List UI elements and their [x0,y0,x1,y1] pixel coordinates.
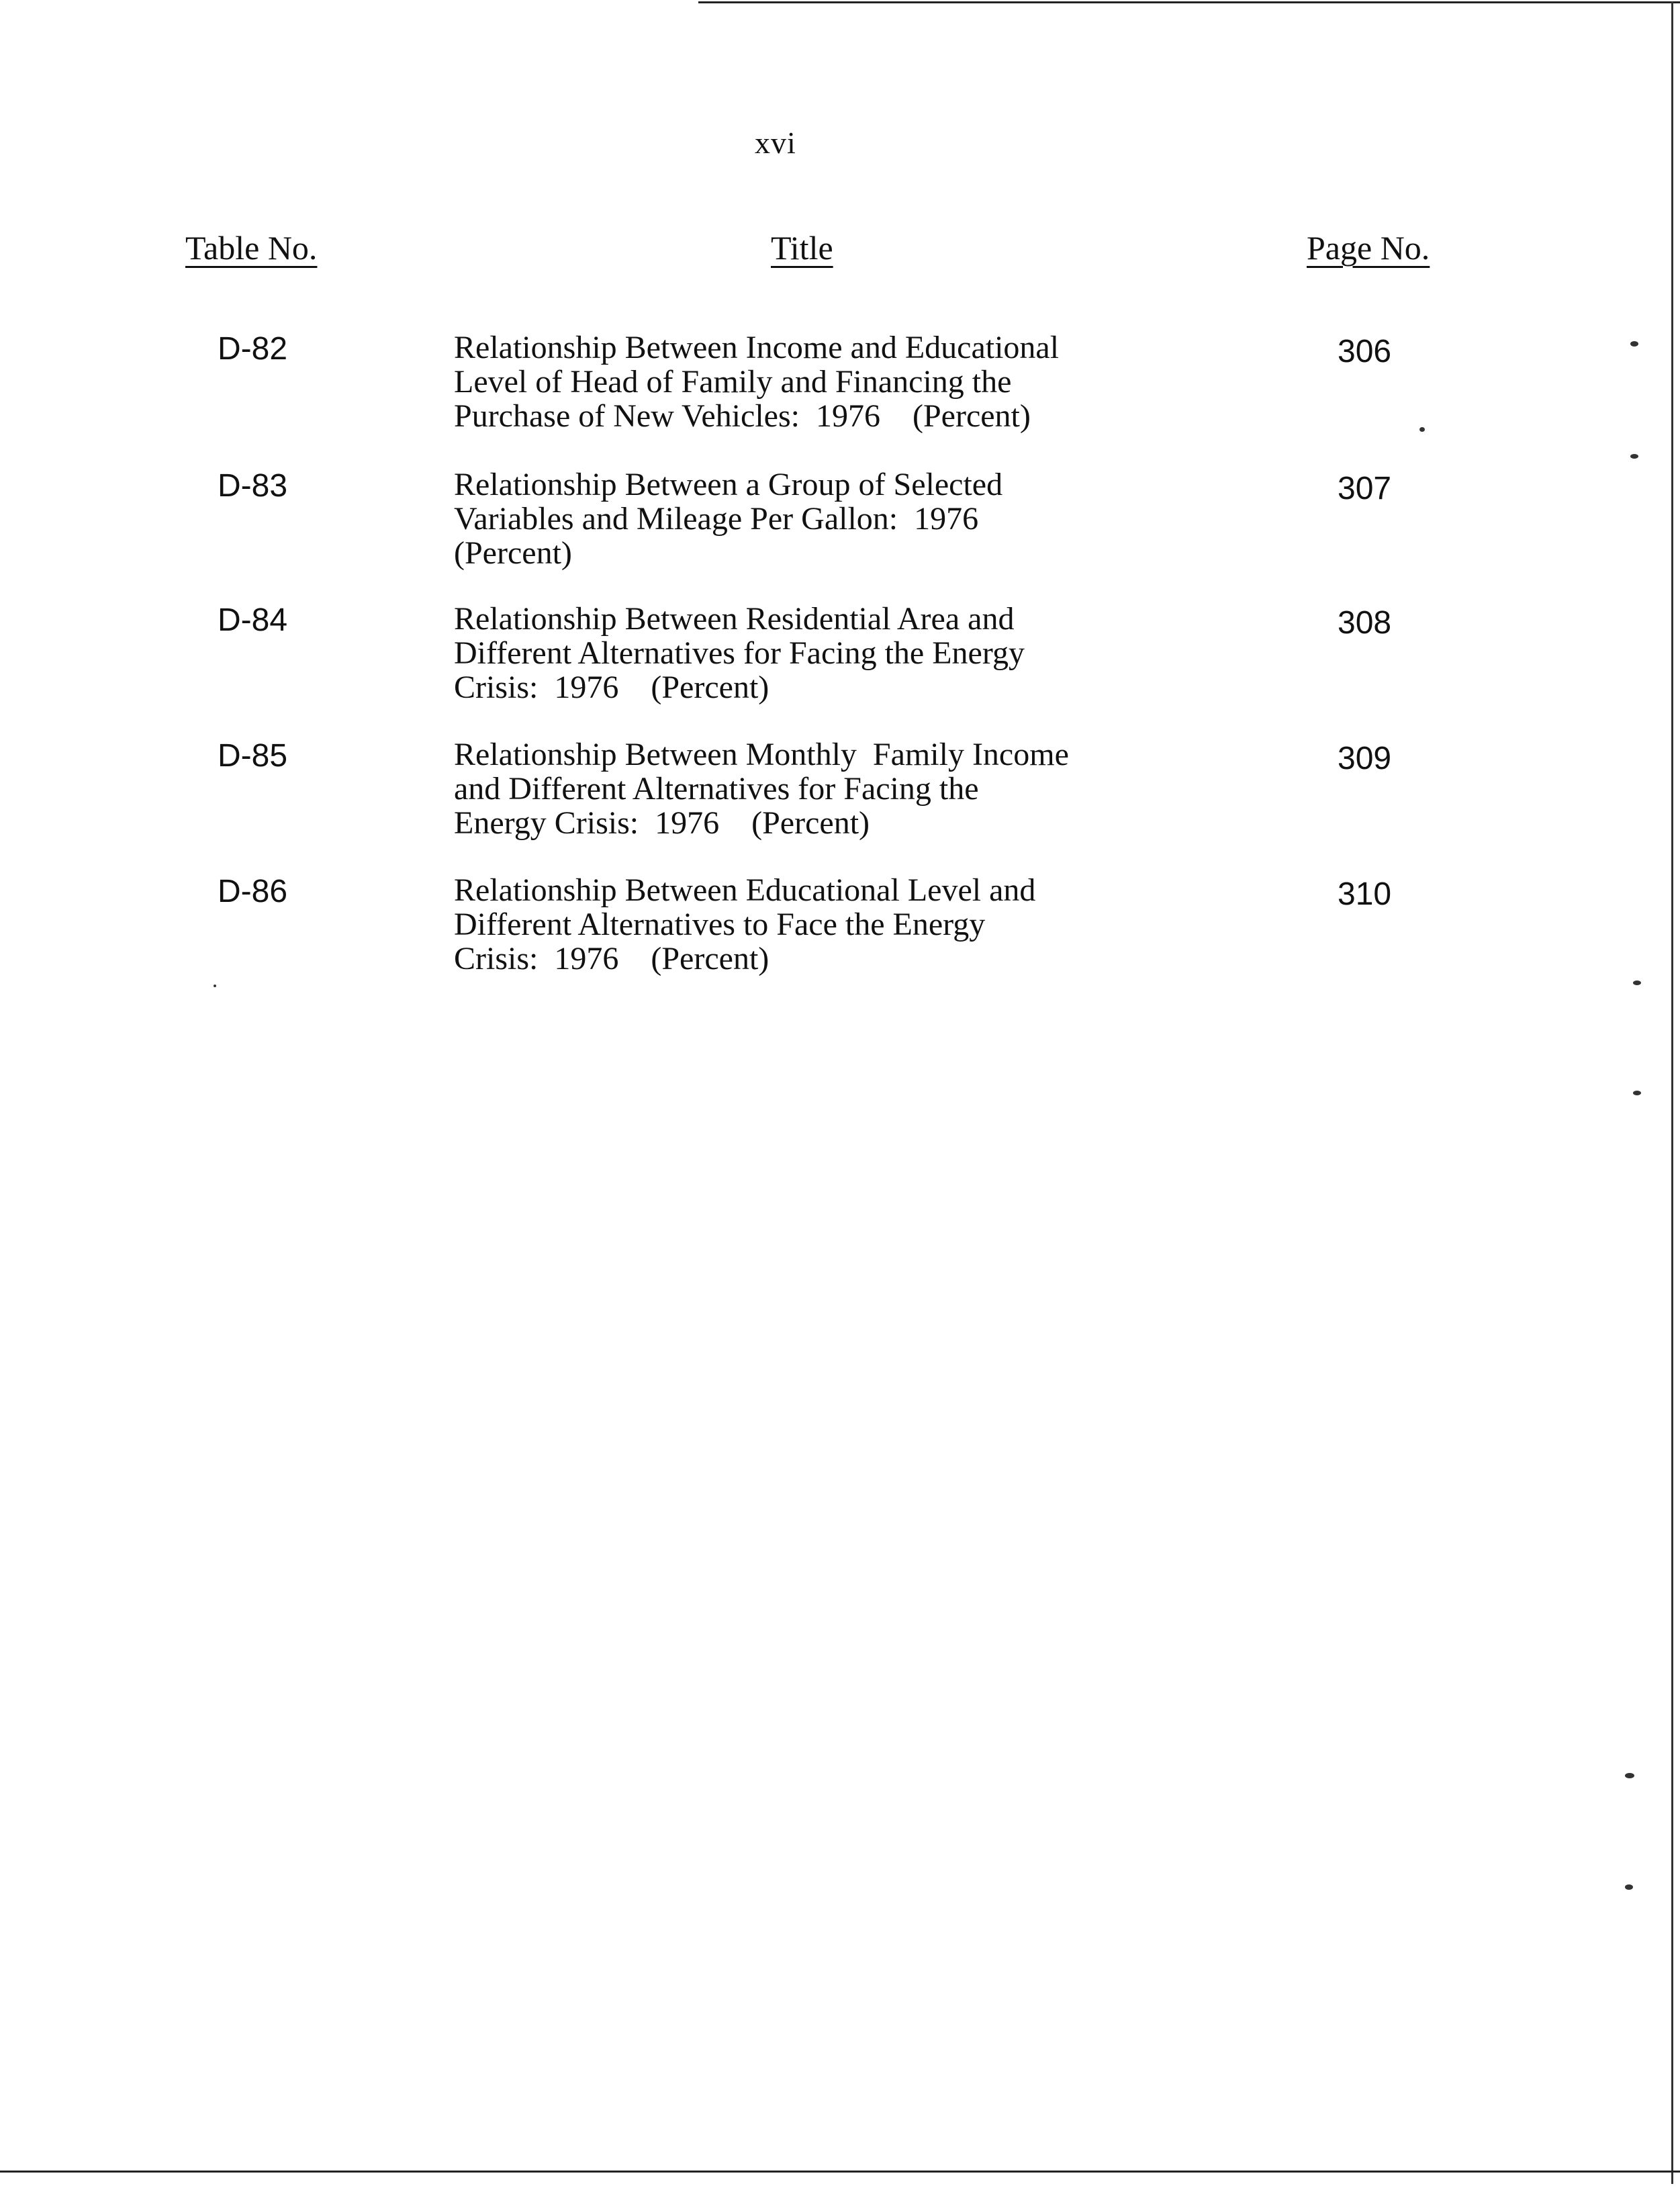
header-page-no: Page No. [1307,229,1430,267]
entry-title-line: (Percent) [454,535,572,571]
scan-speck [1630,341,1638,347]
entry-title-line: and Different Alternatives for Facing the [454,771,979,807]
entry-table-number: D-85 [218,738,288,774]
entry-page-number: 309 [1338,741,1392,776]
entry-title-line: Crisis: 1976 (Percent) [454,670,769,705]
scan-speck [1419,427,1425,432]
entry-title-line: Relationship Between a Group of Selected [454,467,1003,502]
scan-speck [214,985,216,987]
entry-title-line: Different Alternatives to Face the Energy [454,907,986,942]
scan-speck [1625,1773,1634,1778]
entry-title-line: Relationship Between Residential Area and [454,601,1015,637]
header-table-no: Table No. [185,229,318,267]
entry-page-number: 306 [1338,334,1392,369]
entry-title-line: Purchase of New Vehicles: 1976 (Percent) [454,398,1031,434]
entry-title [454,873,1219,976]
entry-page-number: 310 [1338,876,1392,912]
scan-speck [1625,1884,1633,1890]
entry-title-line: Relationship Between Monthly Family Income [454,737,1069,772]
header-title: Title [771,229,833,267]
entry-table-number: D-86 [218,874,288,909]
entry-title-line: Energy Crisis: 1976 (Percent) [454,805,870,841]
entry-title-line: Crisis: 1976 (Percent) [454,941,769,976]
entry-title-line: Relationship Between Educational Level and [454,872,1036,908]
entry-title-line: Relationship Between Income and Educational [454,330,1060,365]
entry-title-line: Variables and Mileage Per Gallon: 1976 [454,501,979,537]
entry-table-number: D-84 [218,602,288,638]
entry-page-number: 308 [1338,605,1392,641]
scan-speck [1633,1091,1641,1095]
page-number: xvi [755,126,796,160]
entry-title [454,330,1219,433]
scan-speck [1633,980,1641,985]
entry-table-number: D-82 [218,331,288,367]
scan-speck [1630,454,1638,459]
entry-page-number: 307 [1338,471,1392,506]
scan-right-border [1671,1,1673,2184]
entry-title-line: Different Alternatives for Facing the Energy [454,635,1025,671]
entry-title [454,467,1219,570]
entry-table-number: D-83 [218,468,288,504]
entry-title [454,602,1219,704]
scan-bottom-border [0,2171,1680,2173]
entry-title [454,737,1219,840]
scan-top-border [698,1,1680,3]
entry-title-line: Level of Head of Family and Financing the [454,364,1012,400]
